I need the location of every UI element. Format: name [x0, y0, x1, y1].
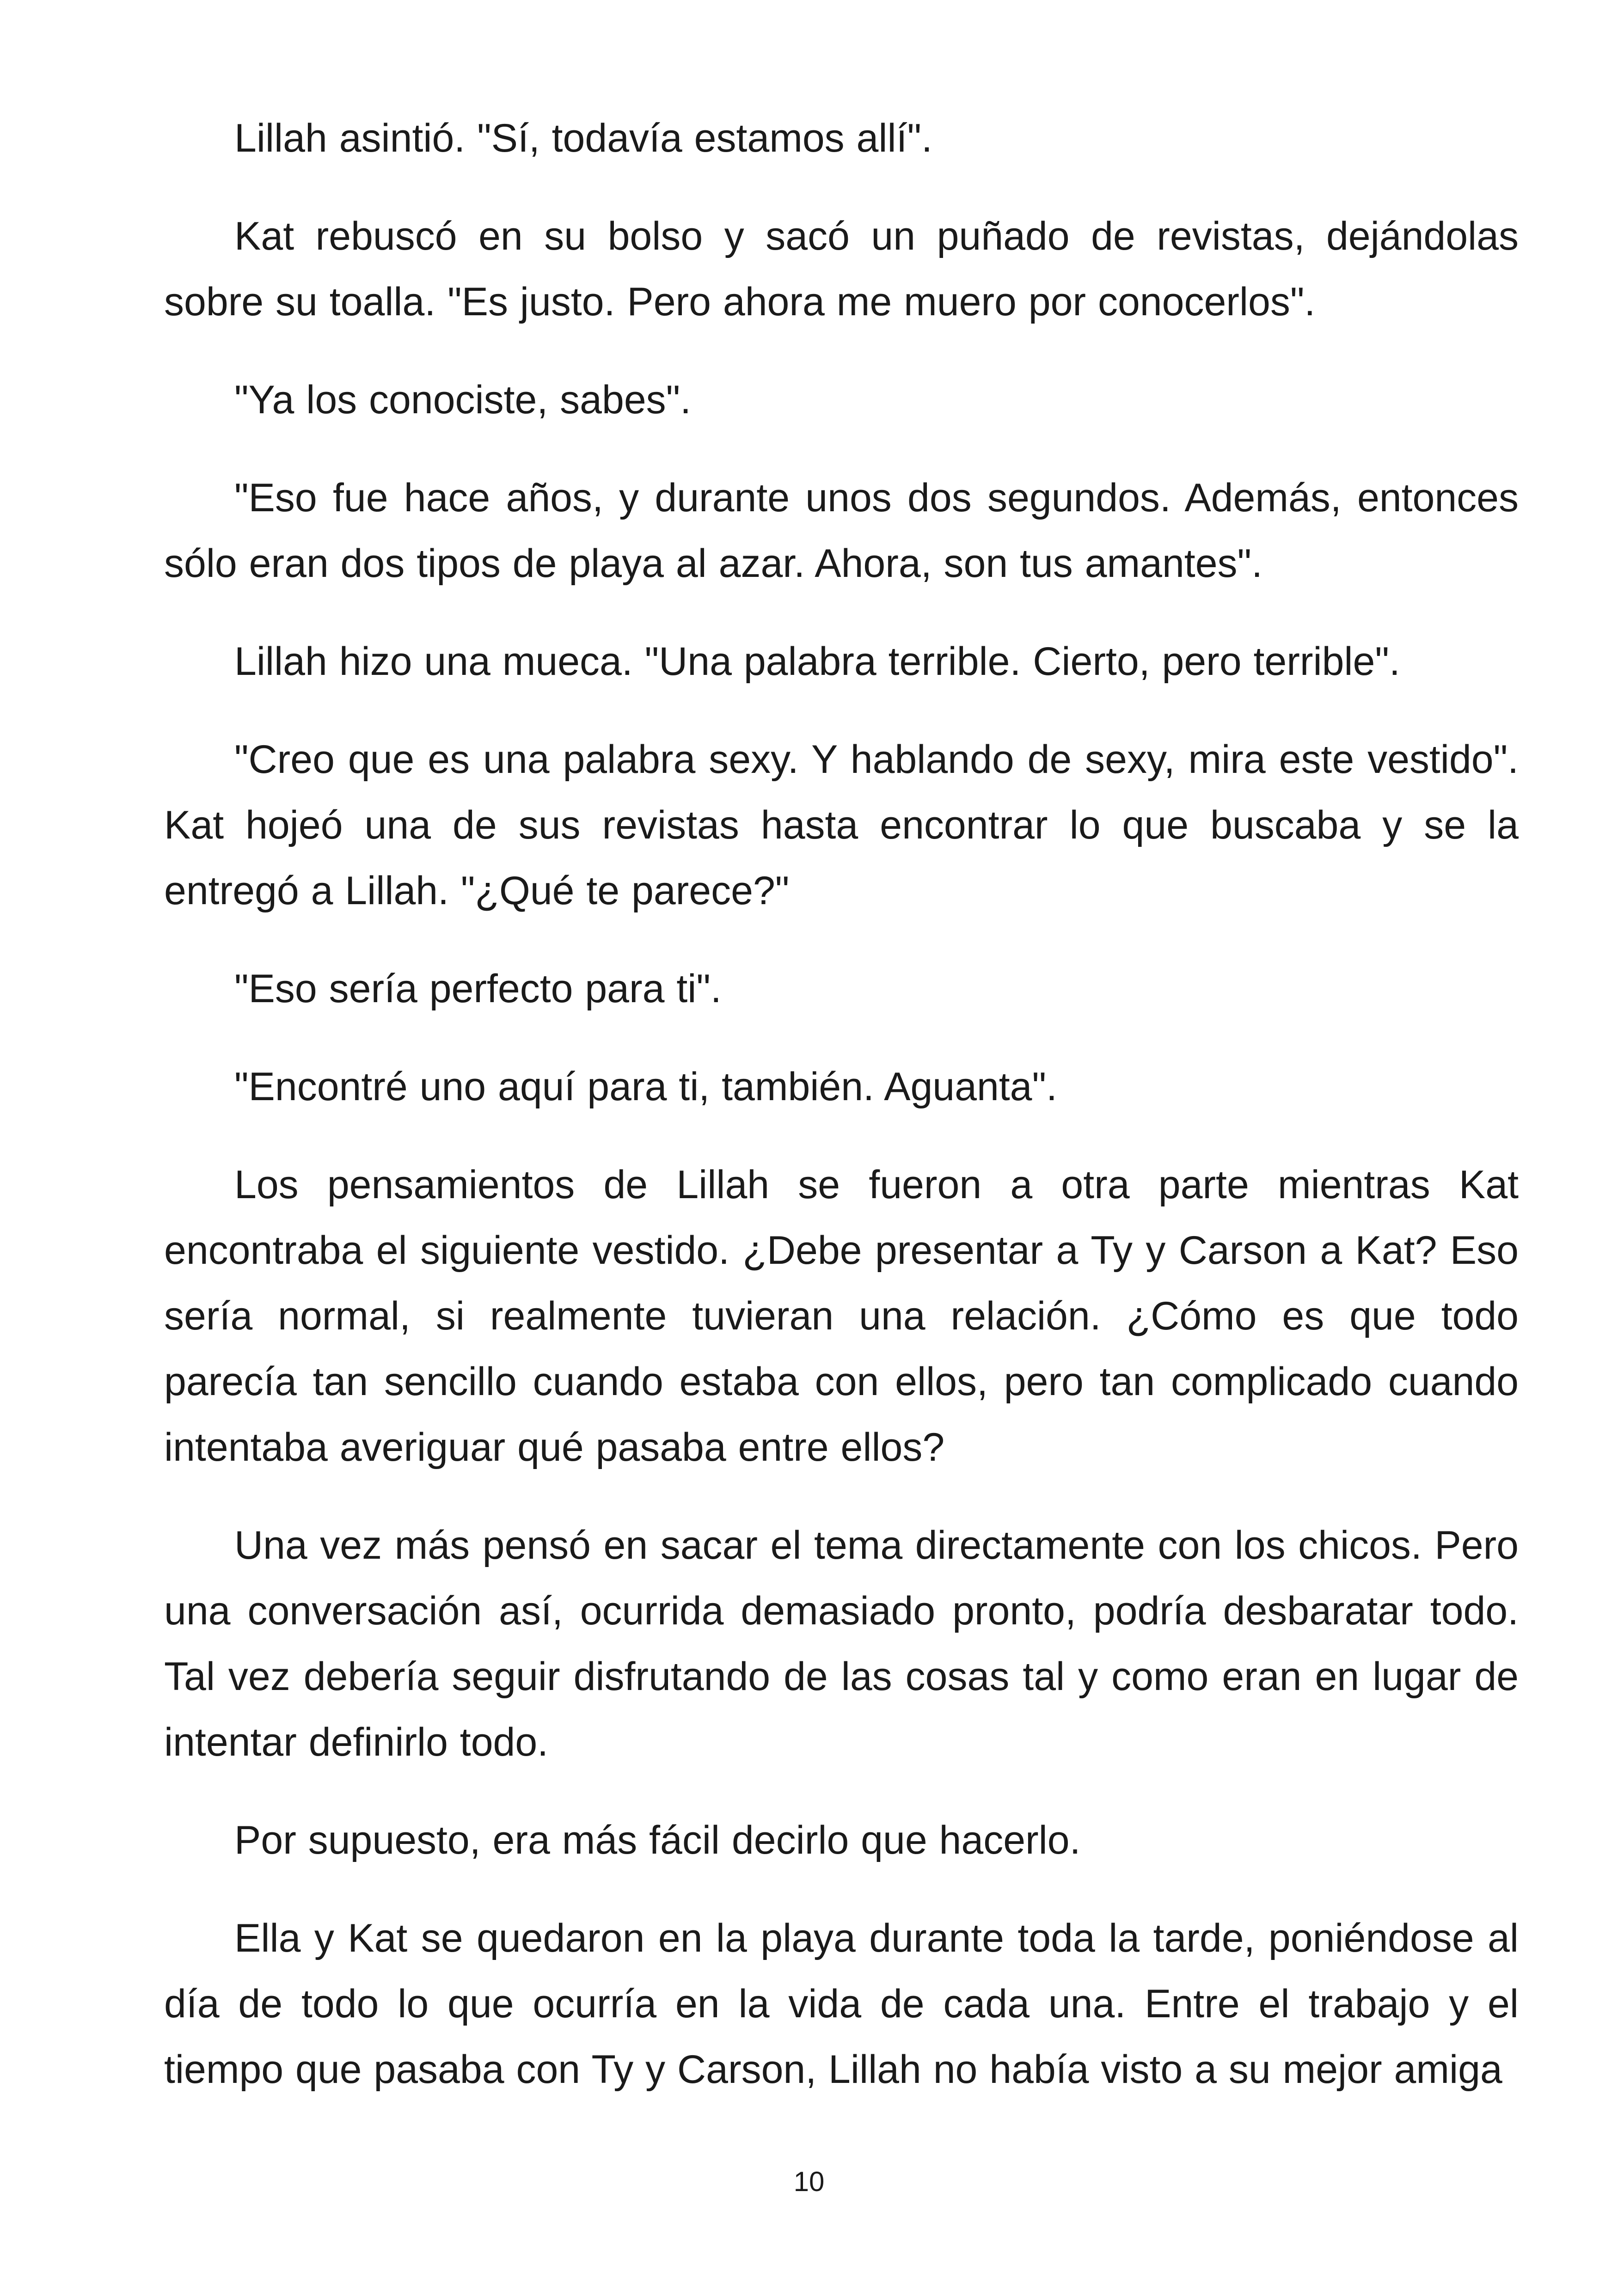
body-text — [164, 105, 1519, 2135]
paragraph: Por supuesto, era más fácil decirlo que hacerlo. — [234, 1818, 1081, 1862]
paragraph: "Eso sería perfecto para ti". — [234, 967, 722, 1011]
page-number: 10 — [793, 2166, 825, 2197]
paragraph: Ella y Kat se quedaron en la playa durante toda la tarde, poniéndose al día de todo lo que ocurría en la vida de cada una. Entre el trabajo y el tiempo que pasaba con Ty y Carson, Lillah no había visto a su mejor amiga — [164, 1916, 1519, 2092]
paragraph: "Eso fue hace años, y durante unos dos segundos. Además, entonces sólo eran dos tipos de playa al azar. Ahora, son tus amantes". — [164, 476, 1519, 586]
paragraph: Una vez más pensó en sacar el tema directamente con los chicos. Pero una conversación así, ocurrida demasiado pronto, podría desbaratar todo. Tal vez debería seguir disfrutando de las cosas tal y como eran en lugar de intentar definirlo todo. — [164, 1523, 1519, 1764]
paragraph: Lillah hizo una mueca. "Una palabra terrible. Cierto, pero terrible". — [234, 639, 1400, 684]
paragraph: Los pensamientos de Lillah se fueron a otra parte mientras Kat encontraba el siguiente vestido. ¿Debe presentar a Ty y Carson a Kat? Eso sería normal, si realmente tuvieran una relación. ¿Cómo es que todo parecía tan sencillo cuando estaba con ellos, pero tan complicado cuando intentaba averiguar qué pasaba entre ellos? — [164, 1163, 1519, 1469]
paragraph: Lillah asintió. "Sí, todavía estamos allí". — [234, 116, 932, 160]
paragraph: "Creo que es una palabra sexy. Y hablando de sexy, mira este vestido". Kat hojeó una de sus revistas hasta encontrar lo que buscaba y se la entregó a Lillah. "¿Qué te parece?" — [164, 737, 1519, 913]
paragraph: "Encontré uno aquí para ti, también. Aguanta". — [234, 1065, 1057, 1109]
paragraph: "Ya los conociste, sabes". — [234, 378, 692, 422]
paragraph: Kat rebuscó en su bolso y sacó un puñado de revistas, dejándolas sobre su toalla. "Es justo. Pero ahora me muero por conocerlos". — [164, 214, 1519, 324]
